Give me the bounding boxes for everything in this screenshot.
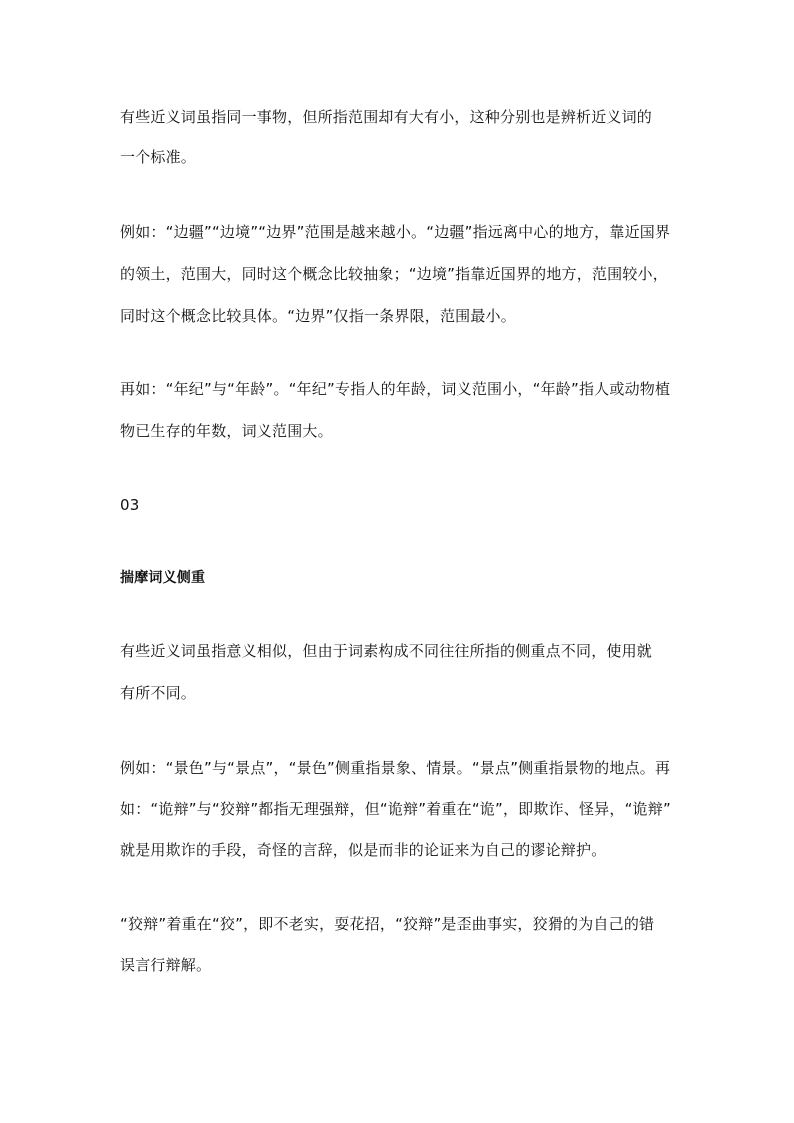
section-heading: 揣摩词义侧重 bbox=[120, 570, 206, 586]
body-text-line: 例如：“景色”与“景点”，“景色”侧重指景象、情景。“景点”侧重指景物的地点。再 bbox=[120, 759, 671, 777]
body-text-line: 物已生存的年数，词义范围大。 bbox=[120, 422, 333, 440]
body-text-line: 再如：“年纪”与“年龄”。“年纪”专指人的年龄，词义范围小，“年龄”指人或动物植 bbox=[120, 380, 671, 398]
body-text-line: 如：“诡辩”与“狡辩”都指无理强辩，但“诡辩”着重在“诡”，即欺诈、怪异，“诡辩” bbox=[120, 800, 671, 818]
body-text-line: 误言行辩解。 bbox=[120, 956, 212, 974]
body-text-line: 就是用欺诈的手段，奇怪的言辞，似是而非的论证来为自己的谬论辩护。 bbox=[120, 841, 607, 859]
body-text-line: 有所不同。 bbox=[120, 684, 197, 702]
body-text-line: 一个标准。 bbox=[120, 148, 197, 166]
section-number: 03 bbox=[120, 496, 140, 514]
body-text-line: 同时这个概念比较具体。“边界”仅指一条界限，范围最小。 bbox=[120, 307, 516, 325]
body-text-line: “狡辩”着重在“狡”，即不老实，耍花招，“狡辩”是歪曲事实，狡猾的为自己的错 bbox=[120, 915, 655, 933]
body-text-line: 例如：“边疆”“边境”“边界”范围是越来越小。“边疆”指远离中心的地方，靠近国界 bbox=[120, 223, 671, 241]
body-text-line: 有些近义词虽指同一事物，但所指范围却有大有小，这种分别也是辨析近义词的 bbox=[120, 108, 653, 126]
body-text-line: 有些近义词虽指意义相似，但由于词素构成不同往往所指的侧重点不同，使用就 bbox=[120, 642, 653, 660]
body-text-line: 的领土，范围大，同时这个概念比较抽象；“边境”指靠近国界的地方，范围较小， bbox=[120, 265, 668, 283]
